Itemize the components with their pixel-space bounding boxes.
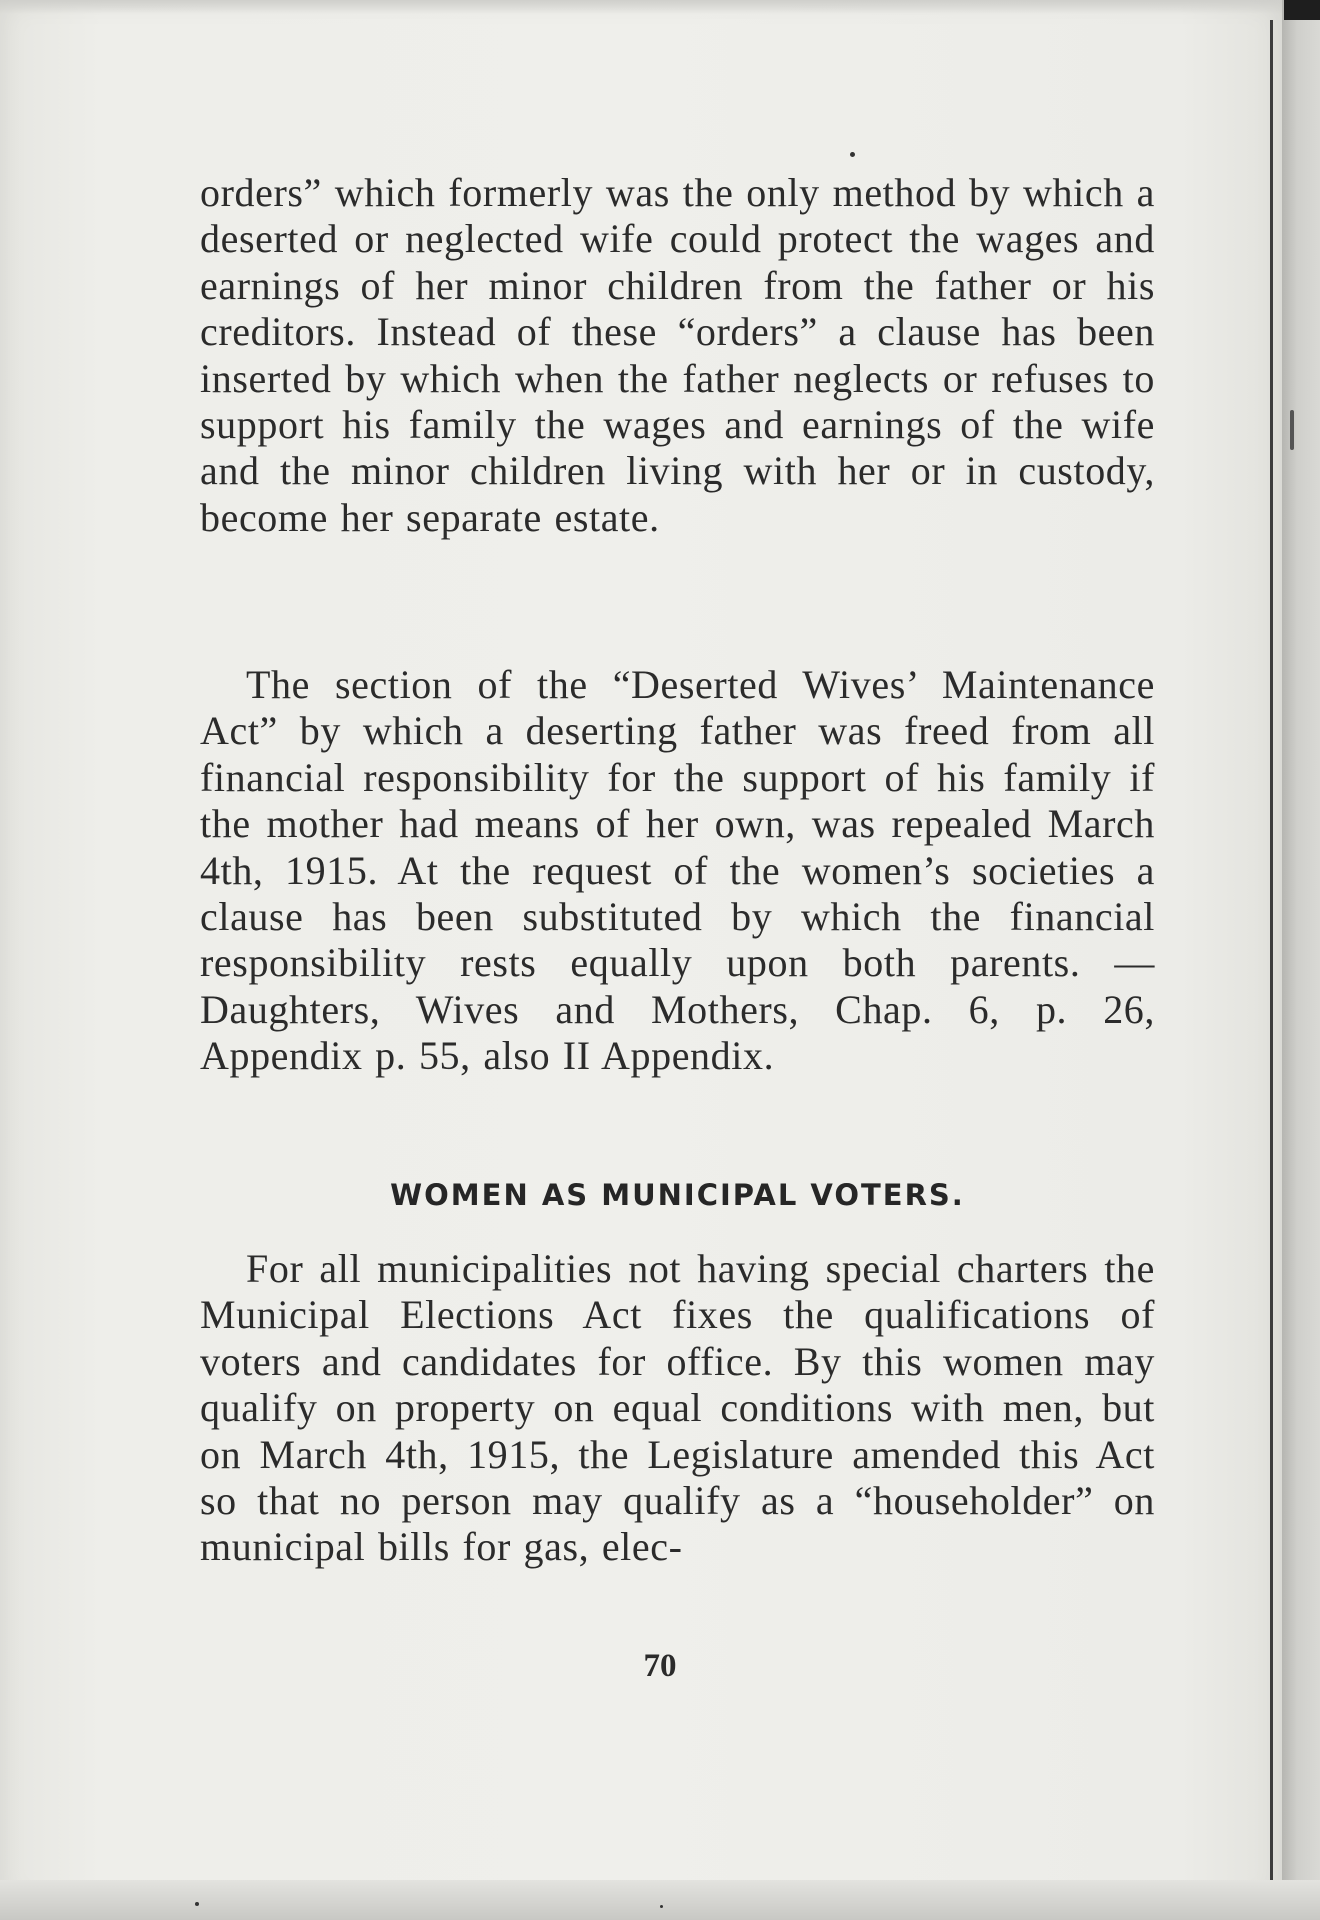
page-number: 70: [643, 1648, 677, 1684]
paragraph-deserted-wives-act: The section of the “Deserted Wives’ Maintenance Act” by which a deserting father was freed from all financial responsibility for the support of his family if the mother had means of her own, was repealed March 4th, 1915. At the request of the women’s societies a clause has been substituted by which the financial responsibility rests equally upon both parents. —Daughters, Wives and Mothers, Chap. 6, p. 26, Appendix p. 55, also II Appendix.: [200, 662, 1155, 1079]
page-top-shadow: [0, 0, 1282, 14]
section-heading: WOMEN AS MUNICIPAL VOTERS.: [390, 1178, 965, 1212]
page-edge-line: [1270, 20, 1273, 1890]
scan-speck: [850, 152, 855, 157]
scan-bottom-band: [0, 1880, 1320, 1920]
scan-speck: [1290, 410, 1294, 450]
scan-top-corner: [1284, 0, 1320, 20]
adjacent-page-edge: [1282, 0, 1320, 1920]
paragraph-municipal-voters: For all municipalities not having special charters the Municipal Elections Act fixes the qualifications of voters and candidates for office. By this women may qualify on property on equal conditions with men, but on March 4th, 1915, the Legislature amended this Act so that no person may qualify as a “householder” on municipal bills for gas, elec-: [200, 1246, 1155, 1570]
paragraph-continuation: orders” which formerly was the only method by which a deserted or neglected wife could protect the wages and earnings of her minor children from the father or his creditors. Instead of these “orders” a clause has been inserted by which when the father neglects or refuses to support his family the wages and earnings of the wife and the minor children living with her or in custody, become her separate estate.: [200, 170, 1155, 540]
scan-speck: [660, 1905, 663, 1908]
scan-speck: [195, 1902, 199, 1906]
